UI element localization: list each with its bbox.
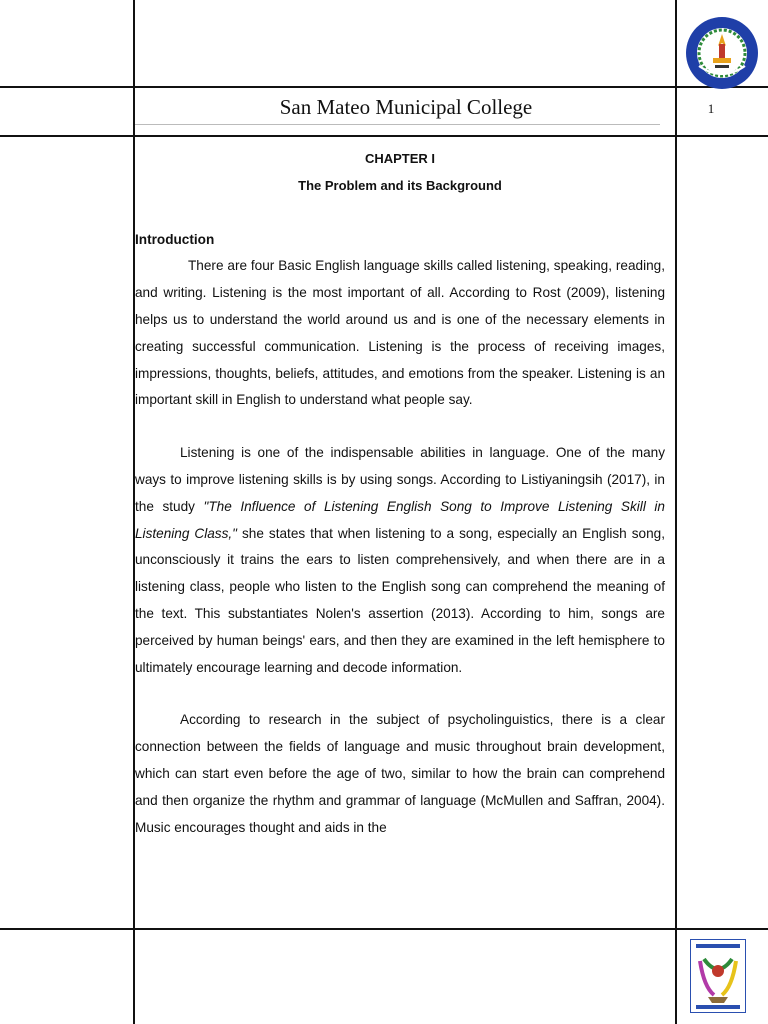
header-bottom-line (0, 135, 768, 137)
page-number: 1 (707, 101, 715, 116)
college-seal-logo (685, 16, 759, 95)
paragraph-2 (135, 440, 665, 681)
paragraph-2-text: Listening is one of the indispensable abilities in language. One of the many ways to improve listening skills is by using songs. According to Listiyaningsih (2017), in the study (135, 445, 665, 514)
footer-line (0, 928, 768, 930)
study-title: "The Influence of Listening English Song to Improve Listening Skill in Listening Class," (135, 498, 665, 541)
footer-emblem-logo (690, 939, 746, 1013)
paragraph-2-text-cont: she states that when listening to a song, especially an English song, unconsciously it trains the ears to listen comprehensively, and when there are in a listening class, people who listen to the English song can comprehend the meaning of the text. This substantiates Nolen's assertion (2013). According to him, songs are perceived by human beings' ears, and then they are examined in the left hemisphere to ultimately encourage learning and decode information. (135, 525, 665, 675)
right-border-line (675, 0, 677, 1024)
chapter-title: The Problem and its Background (298, 177, 502, 193)
document-body (135, 146, 665, 841)
college-name: San Mateo Municipal College (279, 95, 533, 119)
paragraph-3: According to research in the subject of psycholinguistics, there is a clear connection between the fields of language and music throughout brain development, which can start even before the age of two, similar to how the brain can comprehend and then organize the rhythm and grammar of language (McMullen and Saffran, 2004). Music encourages thought and aids in the (135, 712, 665, 835)
header-underline (135, 124, 660, 125)
paragraph-1: There are four Basic English language skills called listening, speaking, reading, and writing. Listening is the most important of all. According to Rost (2009), listening helps us to understand the world around us and is one of the necessary elements in creating successful communication. Listening is the process of receiving images, impressions, thoughts, beliefs, attitudes, and emotions from the speaker. Listening is an important skill in English to understand what people say. (135, 258, 665, 408)
chapter-label: CHAPTER I (364, 151, 436, 166)
section-heading: Introduction (135, 231, 215, 247)
header-top-line (0, 86, 768, 88)
